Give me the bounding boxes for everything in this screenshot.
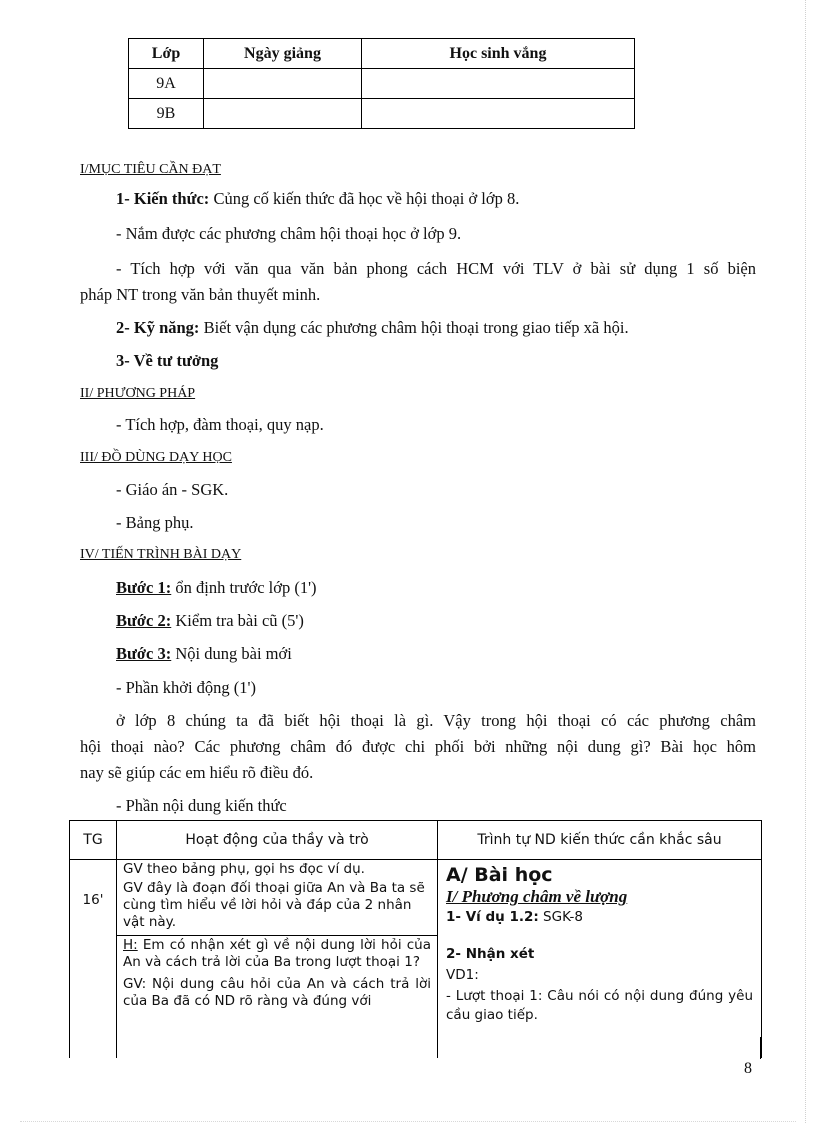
cell-class: 9A: [129, 69, 204, 99]
remark-label: 2- Nhận xét: [446, 946, 535, 962]
lesson-header-row: [70, 821, 762, 860]
header-time: TG: [70, 821, 117, 860]
objective-line-2: - Nắm được các phương châm hội thoại học ở lớp 9.: [116, 224, 462, 243]
materials-line-1: - Giáo án - SGK.: [116, 480, 229, 499]
question-text: Em có nhận xét gì về nội dung lời hỏi của An và cách trả lời của Ba trong lượt thoại 1?: [123, 937, 431, 970]
header-absent: Học sinh vắng: [362, 39, 635, 69]
attendance-table: [128, 38, 635, 129]
example-text: SGK-8: [538, 909, 583, 925]
skills-text: Biết vận dụng các phương châm hội thoại trong giao tiếp xã hội.: [199, 318, 629, 337]
activity-2: GV đây là đoạn đối thoại giữa An và Ba ta sẽ cùng tìm hiểu về lời hỏi và đáp của 2 nhân vật này.: [123, 880, 425, 930]
section-4-title: IV/ TIẾN TRÌNH BÀI DẠY: [80, 547, 242, 562]
intro-line-2: hội thoại nào? Các phương châm đó được chi phối bởi những nội dung gì? Bài học hôm: [80, 737, 756, 756]
time-cell: 16': [70, 860, 117, 1059]
page-bottom-edge: [20, 1121, 796, 1122]
intro-line-3: nay sẽ giúp các em hiểu rõ điều đó.: [80, 763, 314, 782]
section-3-title: III/ ĐỒ DÙNG DẠY HỌC: [80, 450, 232, 465]
knowledge-text: Củng cố kiến thức đã học về hội thoại ở lớp 8.: [209, 189, 520, 208]
cell-date: [204, 99, 362, 129]
header-knowledge: Trình tự ND kiến thức cần khắc sâu: [438, 821, 762, 860]
heading-lesson: A/ Bài học: [446, 864, 553, 886]
attendance-row: [129, 69, 635, 99]
attendance-header-row: [129, 39, 635, 69]
page-edge: [805, 0, 816, 1123]
knowledge-cell: [438, 860, 762, 1059]
step-2-line: [116, 608, 792, 634]
content-label: - Phần nội dung kiến thức: [116, 796, 287, 815]
heading-quantity-maxim: I/ Phương châm về lượng: [446, 887, 628, 906]
page-number: 8: [744, 1060, 752, 1077]
header-class: Lớp: [129, 39, 204, 69]
activity-1: GV theo bảng phụ, gọi hs đọc ví dụ.: [123, 861, 365, 877]
section-1-title: I/MỤC TIÊU CẦN ĐẠT: [80, 162, 221, 177]
objective-line-3a: - Tích hợp với văn qua văn bản phong cách HCM với TLV ở bài sử dụng 1 số biện: [116, 259, 756, 278]
question-label: H:: [123, 937, 138, 953]
example-label: 1- Ví dụ 1.2:: [446, 909, 539, 925]
step-3-text: Nội dung bài mới: [171, 644, 292, 663]
cell-absent: [362, 69, 635, 99]
section-2-title: II/ PHƯƠNG PHÁP: [80, 386, 196, 401]
lesson-table: [69, 820, 762, 1058]
lesson-row: [70, 860, 762, 1059]
attendance-row: [129, 99, 635, 129]
lesson-table-clip: [69, 820, 769, 1058]
skills-label: 2- Kỹ năng:: [116, 318, 200, 337]
skills-line: [116, 315, 792, 341]
activity-3: [117, 935, 437, 975]
cell-date: [204, 69, 362, 99]
vd1-line: VD1:: [446, 967, 479, 983]
cell-absent: [362, 99, 635, 129]
header-activity: Hoạt động của thầy và trò: [117, 821, 438, 860]
step-2-text: Kiểm tra bài cũ (5'): [171, 611, 304, 630]
objective-line-3b: pháp NT trong văn bản thuyết minh.: [80, 285, 321, 304]
method-line: - Tích hợp, đàm thoại, quy nạp.: [116, 415, 324, 434]
activity-4: GV: Nội dung câu hỏi của An và cách trả lời của Ba đã có ND rõ ràng và đúng với: [123, 976, 431, 1009]
intro-line-1: ở lớp 8 chúng ta đã biết hội thoại là gì. Vậy trong hội thoại có các phương châm: [116, 711, 756, 730]
step-3-label: Bước 3:: [116, 644, 172, 663]
step-3-line: [116, 641, 792, 667]
activity-cell: [117, 860, 438, 1059]
knowledge-label: 1- Kiến thức:: [116, 189, 210, 208]
table-right-border: [760, 1037, 761, 1059]
cell-class: 9B: [129, 99, 204, 129]
step-1-text: ổn định trước lớp (1'): [171, 578, 317, 597]
materials-line-2: - Bảng phụ.: [116, 513, 194, 532]
step-1-line: [116, 575, 792, 601]
step-1-label: Bước 1:: [116, 578, 172, 597]
step-2-label: Bước 2:: [116, 611, 172, 630]
header-date: Ngày giảng: [204, 39, 362, 69]
knowledge-line: [116, 186, 792, 212]
turn-1-line: - Lượt thoại 1: Câu nói có nội dung đúng yêu cầu giao tiếp.: [446, 988, 753, 1023]
example-line: [446, 908, 753, 927]
remark-line: [446, 945, 753, 964]
thought-line: [116, 348, 792, 374]
thought-label: 3- Về tư tưởng: [116, 351, 219, 370]
warmup-line: - Phần khởi động (1'): [116, 678, 257, 697]
